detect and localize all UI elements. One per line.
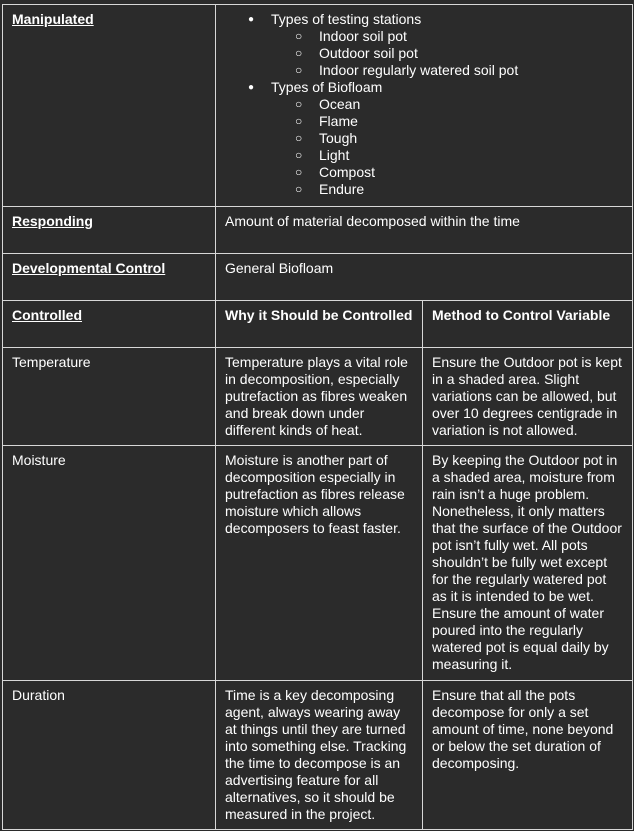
list-item: ○ Light bbox=[319, 147, 623, 164]
variable-why: Temperature plays a vital role in decomposition, especially putrefaction as fibres weaken and break down under different kinds of heat. bbox=[216, 348, 423, 446]
list-item bbox=[271, 11, 623, 79]
table-row bbox=[3, 681, 633, 830]
list-item: ○ Ocean bbox=[319, 96, 623, 113]
manipulated-list bbox=[225, 11, 623, 198]
variables-table bbox=[2, 4, 633, 830]
list-item: ○ Flame bbox=[319, 113, 623, 130]
variable-name: Temperature bbox=[3, 348, 216, 446]
manipulated-cell bbox=[216, 5, 633, 207]
variable-why: Time is a key decomposing agent, always wearing away at things until they are turned into something else. Tracking the time to decompose is an advertising feature for all alternatives, so it should be measured in the project. bbox=[216, 681, 423, 830]
manipulated-label: Manipulated bbox=[3, 5, 216, 207]
list-item: ○ Compost bbox=[319, 164, 623, 181]
sub-list bbox=[271, 28, 623, 79]
column-header-why: Why it Should be Controlled bbox=[216, 301, 423, 348]
sub-list bbox=[271, 96, 623, 198]
variable-name: Moisture bbox=[3, 446, 216, 681]
responding-label: Responding bbox=[3, 207, 216, 254]
responding-value: Amount of material decomposed within the time bbox=[216, 207, 633, 254]
developmental-row bbox=[3, 254, 633, 301]
group-title: Types of testing stations bbox=[271, 11, 422, 27]
list-item: ○ Indoor regularly watered soil pot bbox=[319, 62, 623, 79]
manipulated-row bbox=[3, 5, 633, 207]
controlled-label: Controlled bbox=[3, 301, 216, 348]
variable-method: By keeping the Outdoor pot in a shaded area, moisture from rain isn’t a huge problem. Nonetheless, it only matters that the surface of the Outdoor pot isn’t fully wet. All pots shouldn’t be fully wet except for the regularly watered pot as it is intended to be wet. Ensure the amount of water poured into the regularly watered pot is equal daily by measuring it. bbox=[423, 446, 633, 681]
developmental-value: General Biofloam bbox=[216, 254, 633, 301]
list-item: ○ Tough bbox=[319, 130, 623, 147]
variable-method: Ensure that all the pots decompose for only a set amount of time, none beyond or below the set duration of decomposing. bbox=[423, 681, 633, 830]
group-title: Types of Biofloam bbox=[271, 79, 383, 95]
list-item: ○ Endure bbox=[319, 181, 623, 198]
list-item: ○ Indoor soil pot bbox=[319, 28, 623, 45]
variable-method: Ensure the Outdoor pot is kept in a shaded area. Slight variations can be allowed, but over 10 degrees centigrade in variation is not allowed. bbox=[423, 348, 633, 446]
developmental-label: Developmental Control bbox=[3, 254, 216, 301]
column-header-method: Method to Control Variable bbox=[423, 301, 633, 348]
responding-row bbox=[3, 207, 633, 254]
table-row bbox=[3, 446, 633, 681]
controlled-header-row bbox=[3, 301, 633, 348]
list-item: ○ Outdoor soil pot bbox=[319, 45, 623, 62]
variable-why: Moisture is another part of decomposition especially in putrefaction as fibres release moisture which allows decomposers to feast faster. bbox=[216, 446, 423, 681]
variable-name: Duration bbox=[3, 681, 216, 830]
list-item bbox=[271, 79, 623, 198]
table-row bbox=[3, 348, 633, 446]
